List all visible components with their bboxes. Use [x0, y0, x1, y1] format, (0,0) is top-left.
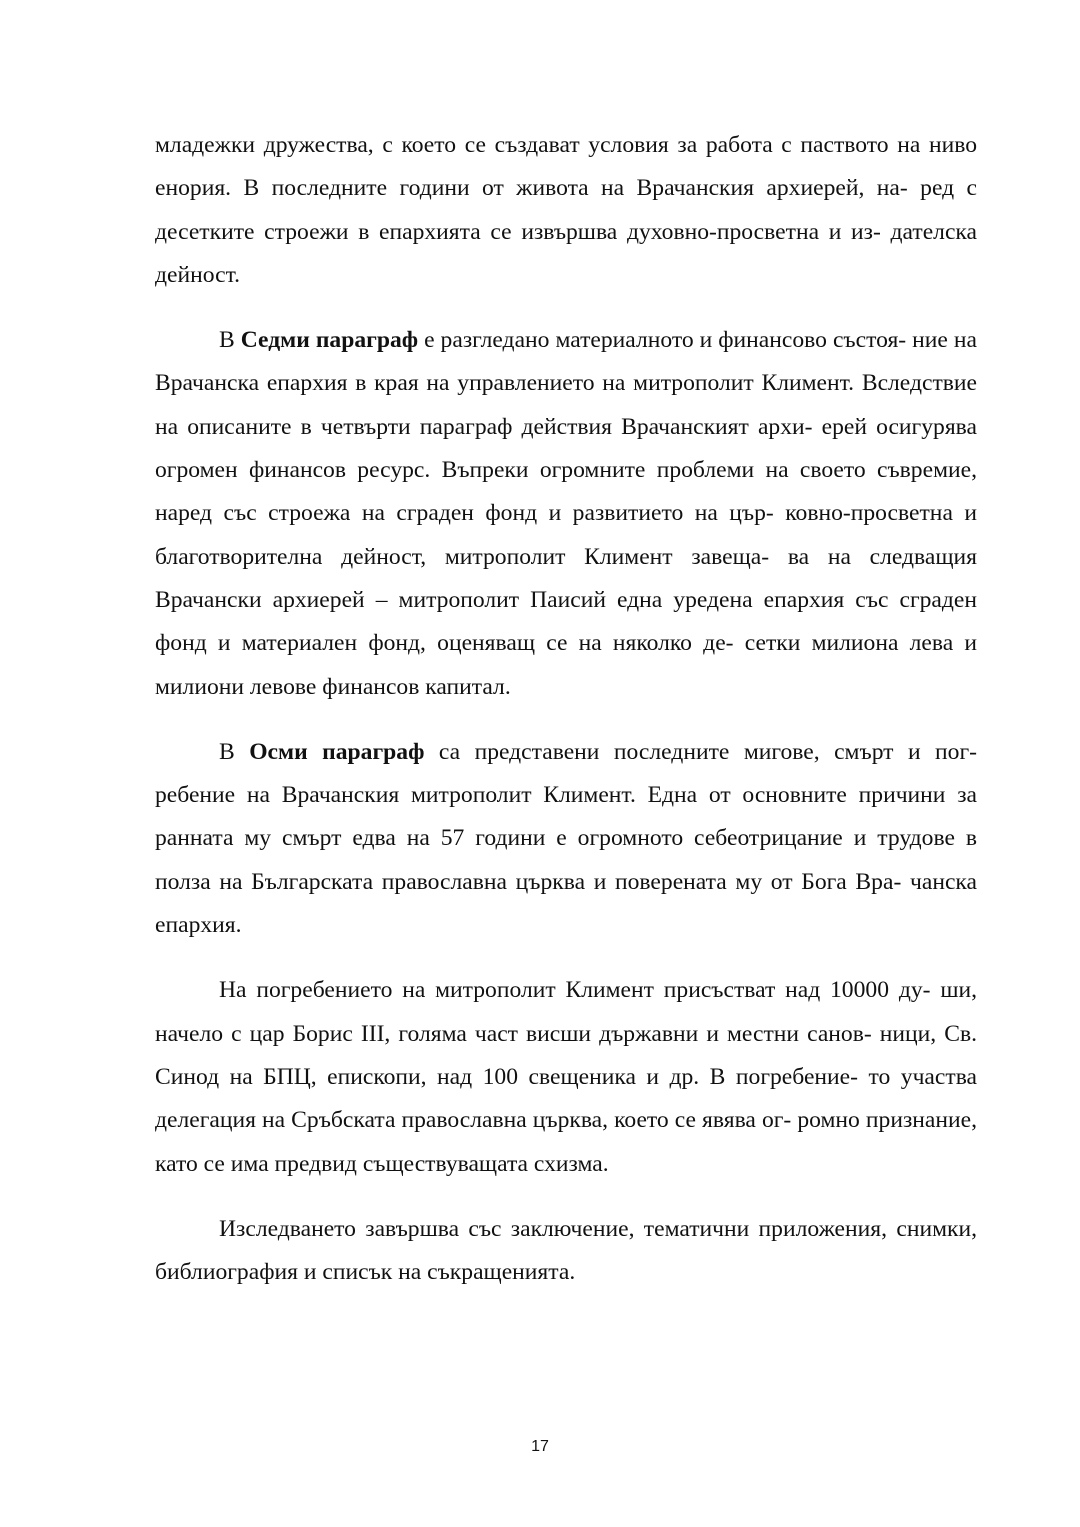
- section-title-eighth: Осми параграф: [249, 738, 425, 765]
- text-line: ковно-просветна и благотворителна дейност, митрополит Климент завеща-: [155, 500, 978, 570]
- paragraph-prefix: В: [219, 738, 250, 765]
- text-line: епархия със сграден фонд и материален фонд, оценяващ се на няколко де-: [155, 586, 977, 657]
- text-line: На погребението на митрополит Климент присъстват над 10000 ду-: [219, 977, 931, 1004]
- text-line: ромно признание, като се има предвид съществуващата схизма.: [155, 1107, 977, 1177]
- text-line: ние на Врачанска епархия в края на управлението на митрополит Климент.: [155, 327, 977, 397]
- text-line: младежки дружества, с което се създават условия за работа с паството на: [155, 132, 921, 158]
- text-line: своето съвремие, наред със строежа на сграден фонд и развитието на цър-: [155, 457, 977, 527]
- text-line: в полза на Българската православна църква и поверената му от Бога Вра-: [155, 825, 977, 895]
- text-line: ши, начело с цар Борис III, голяма част висши държавни и местни санов-: [155, 977, 978, 1047]
- section-title-seventh: Седми параграф: [240, 327, 419, 354]
- paragraph-continuation: [155, 124, 977, 297]
- text-line: ерей осигурява огромен финансов ресурс. Въпреки огромните проблеми на: [155, 413, 977, 484]
- text-line: то участва делегация на Сръбската православна църква, което се явява ог-: [155, 1063, 977, 1134]
- text-line: сетки милиона лева и милиони левове финансов капитал.: [155, 630, 977, 700]
- text-line: Изследването завършва със заключение, тематични приложения,: [219, 1215, 888, 1242]
- text-line: ребение на Врачанския митрополит Климент. Една от основните причини: [155, 782, 946, 809]
- text-line: дателска дейност.: [155, 218, 977, 288]
- paragraph-eighth-section: [155, 731, 977, 947]
- page-number: 17: [531, 1438, 549, 1455]
- text-line: за ранната му смърт едва на 57 години е огромното себеотрицание и трудове: [155, 782, 977, 852]
- text-line: Вследствие на описаните в четвърти параграф действия Врачанският архи-: [155, 370, 977, 440]
- text-line: са представени последните мигове, смърт и пог-: [424, 738, 977, 765]
- text-line: ред с десетките строежи в епархията се извършва духовно-просветна и из-: [155, 175, 977, 245]
- text-line: чанска епархия.: [155, 868, 977, 939]
- text-line: ва на следващия Врачански архиерей – митрополит Паисий една уредена: [155, 543, 977, 613]
- text-line: снимки, библиография и списък на съкращенията.: [155, 1215, 977, 1286]
- paragraph-prefix: В: [219, 327, 241, 354]
- document-body: [155, 124, 977, 1294]
- text-line: ници, Св. Синод на БПЦ, епископи, над 100 свещеника и др. В погребение-: [155, 1020, 977, 1090]
- text-line: е разгледано материалното и финансово състоя-: [418, 327, 907, 354]
- text-line: ниво енория. В последните години от живота на Врачанския архиерей, на-: [155, 132, 978, 202]
- paragraph-conclusion: [155, 1208, 977, 1295]
- paragraph-seventh-section: [155, 319, 977, 709]
- paragraph-funeral: [155, 969, 977, 1185]
